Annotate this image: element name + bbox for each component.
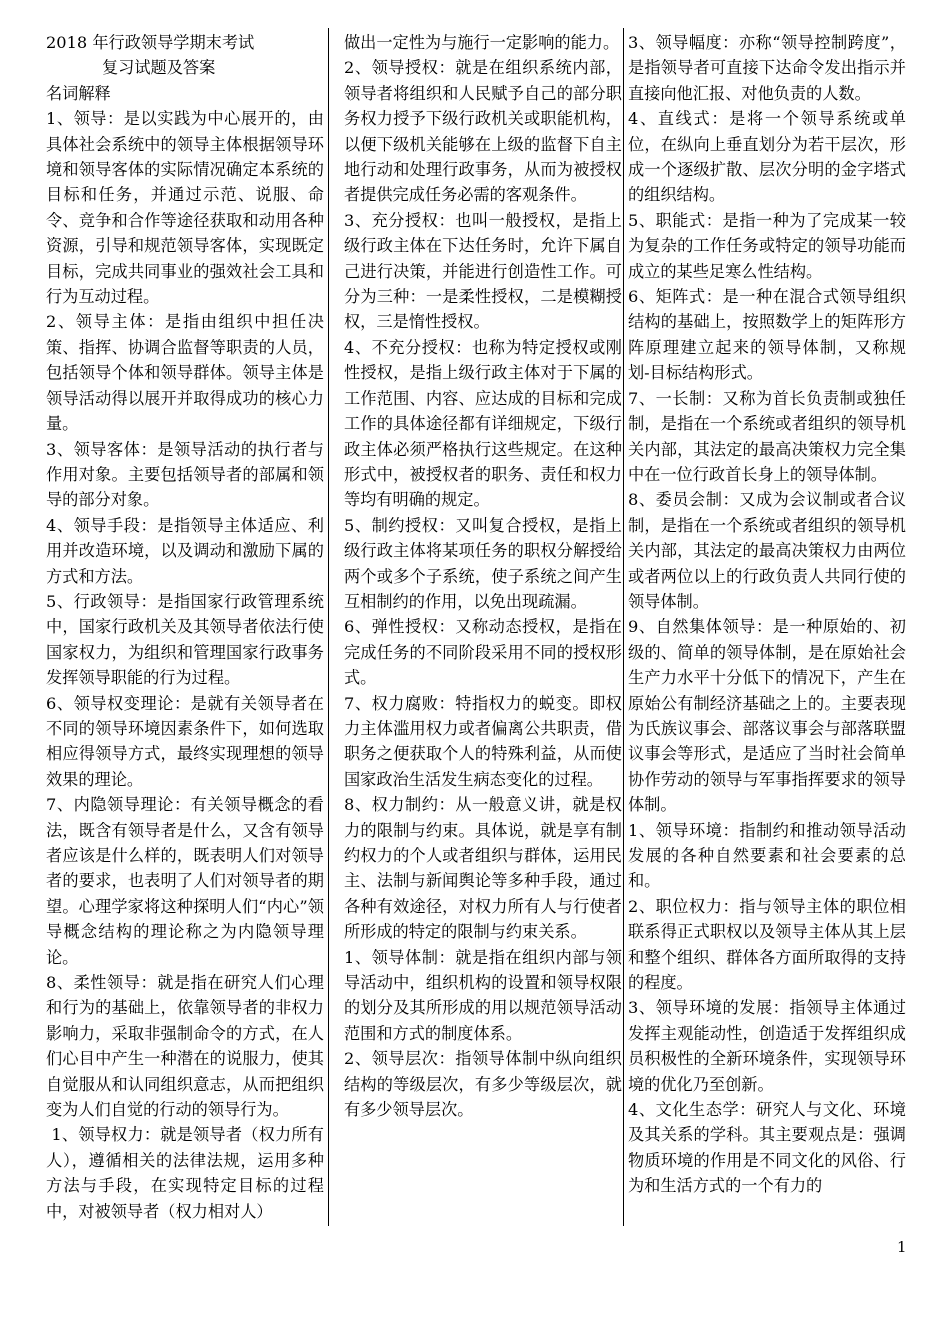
paragraph: 6、领导权变理论：是就有关领导者在不同的领导环境因素条件下，如何选取相应得领导方式，最终实现理想的领导效果的理论。 [46,693,324,789]
paragraph: 4、直线式：是将一个领导系统或单位，在纵向上垂直划分为若干层次，形成一个逐级扩散、层次分明的金字塔式的组织结构。 [628,109,906,205]
paragraph: 2、职位权力：指与领导主体的职位相联系得正式职权以及领导主体从其上层和整个组织、群体各方面所取得的支持的程度。 [628,896,906,993]
paragraph: 3、充分授权：也叫一般授权，是指上级行政主体在下达任务时，允许下属自己进行决策，并能进行创造性工作。可分为三种：一是柔性授权，二是模糊授权，三是惰性授权。 [344,210,622,332]
paragraph: 1、领导：是以实践为中心展开的，由具体社会系统中的领导主体根据领导环境和领导客体的实际情况确定本系统的目标和任务，并通过示范、说服、命令、竞争和合作等途径获取和动用各种资源，引导和规范领导客体，实现既定目标，完成共同事业的强效社会工具和行为互动过程。 [46,109,324,307]
paragraph: 5、职能式：是指一种为了完成某一较为复杂的工作任务或特定的领导功能而成立的某些足寒么性结构。 [628,210,906,281]
paragraph: 6、矩阵式：是一种在混合式领导组织结构的基础上，按照数学上的矩阵形方阵原理建立起来的领导体制，又称规划-目标结构形式。 [628,287,906,383]
document-title-line-2: 复习试题及答案 [102,58,216,78]
column-divider-right [623,28,624,1226]
text-column-1 [46,30,324,1230]
page-number: 1 [897,1238,907,1256]
paragraph: 4、领导手段：是指领导主体适应、利用并改造环境，以及调动和激励下属的方式和方法。 [46,515,324,586]
column-divider-left [328,28,329,1226]
text-column-3 [628,30,906,1230]
paragraph: 5、制约授权：又叫复合授权，是指上级行政主体将某项任务的职权分解授给两个或多个子系统，使子系统之间产生互相制约的作用，以免出现疏漏。 [344,515,622,611]
paragraph: 9、自然集体领导：是一种原始的、初级的、简单的领导体制，是在原始社会生产力水平十分低下的情况下，产生在原始公有制经济基础之上的。主要表现为氏族议事会、部落议事会与部落联盟议事会等形式，是适应了当时社会简单协作劳动的领导与军事指挥要求的领导体制。 [628,617,906,815]
paragraph: 2、领导主体：是指由组织中担任决策、指挥、协调合监督等职责的人员，包括领导个体和领导群体。领导主体是领导活动得以展开并取得成功的核心力量。 [46,312,324,434]
paragraph: 8、柔性领导：就是指在研究人们心理和行为的基础上，依靠领导者的非权力影响力，采取非强制命令的方式，在人们心目中产生一种潜在的说服力，使其自觉服从和认同组织意志，从而把组织变为人们自觉的行动的领导行为。 [46,973,324,1120]
paragraph: 8、委员会制：又成为会议制或者合议制，是指在一个系统或者组织的领导机关内部，其法定的最高决策权力由两位或者两位以上的行政负责人共同行使的领导体制。 [628,490,906,611]
paragraph: 3、领导环境的发展：指领导主体通过发挥主观能动性，创造适于发挥组织成员积极性的全新环境条件，实现领导环境的优化乃至创新。 [628,998,906,1094]
paragraph: 1、领导权力：就是领导者（权力所有人），遵循相关的法律法规，运用多种方法与手段，在实现特定目标的过程中，对被领导者（权力相对人） [46,1125,324,1221]
paragraph: 6、弹性授权：又称动态授权，是指在完成任务的不同阶段采用不同的授权形式。 [344,617,622,688]
paragraph: 4、文化生态学：研究人与文化、环境及其关系的学科。其主要观点是：强调物质环境的作用是不同文化的风俗、行为和生活方式的一个有力的 [628,1100,906,1196]
paragraph: 7、内隐领导理论：有关领导概念的看法，既含有领导者是什么，又含有领导者应该是什么样的，既表明人们对领导者的要求，也表明了人们对领导者的期望。心理学家将这种探明人们“内心”领导概念结构的理论称之为内隐领导理论。 [46,795,324,967]
section-heading: 名词解释 [46,83,111,103]
paragraph: 1、领导体制：就是指在组织内部与领导活动中，组织机构的设置和领导权限的划分及其所形成的用以规范领导活动范围和方式的制度体系。 [344,947,622,1043]
paragraph: 做出一定性为与施行一定影响的能力。 [344,33,620,52]
paragraph: 3、领导幅度：亦称“领导控制跨度”，是指领导者可直接下达命令发出指示并直接向他汇报、对他负责的人数。 [628,33,906,103]
paragraph: 4、不充分授权：也称为特定授权或刚性授权，是指上级行政主体对于下属的工作范围、内容、应达成的目标和完成工作的具体途径都有详细规定，下级行政主体必须严格执行这些规定。在这种形式中，被授权者的职务、责任和权力等均有明确的规定。 [344,337,622,510]
text-column-2 [344,30,622,1230]
paragraph: 8、权力制约：从一般意义讲，就是权力的限制与约束。具体说，就是享有制约权力的个人或者组织与群体，运用民主、法制与新闻舆论等多种手段，通过各种有效途径，对权力所有人与行使者所形成的特定的限制与约束关系。 [344,795,622,942]
paragraph: 7、一长制：又称为首长负责制或独任制，是指在一个系统或者组织的领导机关内部，其法定的最高决策权力完全集中在一位行政首长身上的领导体制。 [628,388,906,484]
paragraph: 1、领导环境：指制约和推动领导活动发展的各种自然要素和社会要素的总和。 [628,820,906,891]
document-title-line-1: 2018 年行政领导学期末考试 [46,33,255,52]
paragraph: 2、领导授权：就是在组织系统内部，领导者将组织和人民赋予自己的部分职务权力授予下级行政机关或职能机构，以便下级机关能够在上级的监督下自主地行动和处理行政事务，从而为被授权者提供完成任务必需的客观条件。 [344,58,622,205]
paragraph: 5、行政领导：是指国家行政管理系统中，国家行政机关及其领导者依法行使国家权力，为组织和管理国家行政事务发挥领导职能的行为过程。 [46,591,324,688]
paragraph: 3、领导客体：是领导活动的执行者与作用对象。主要包括领导者的部属和领导的部分对象。 [46,439,324,510]
paragraph: 7、权力腐败：特指权力的蜕变。即权力主体滥用权力或者偏离公共职责，借职务之便获取个人的特殊利益，从而使国家政治生活发生病态变化的过程。 [344,693,622,789]
paragraph: 2、领导层次：指领导体制中纵向组织结构的等级层次，有多少等级层次，就有多少领导层次。 [344,1049,622,1120]
